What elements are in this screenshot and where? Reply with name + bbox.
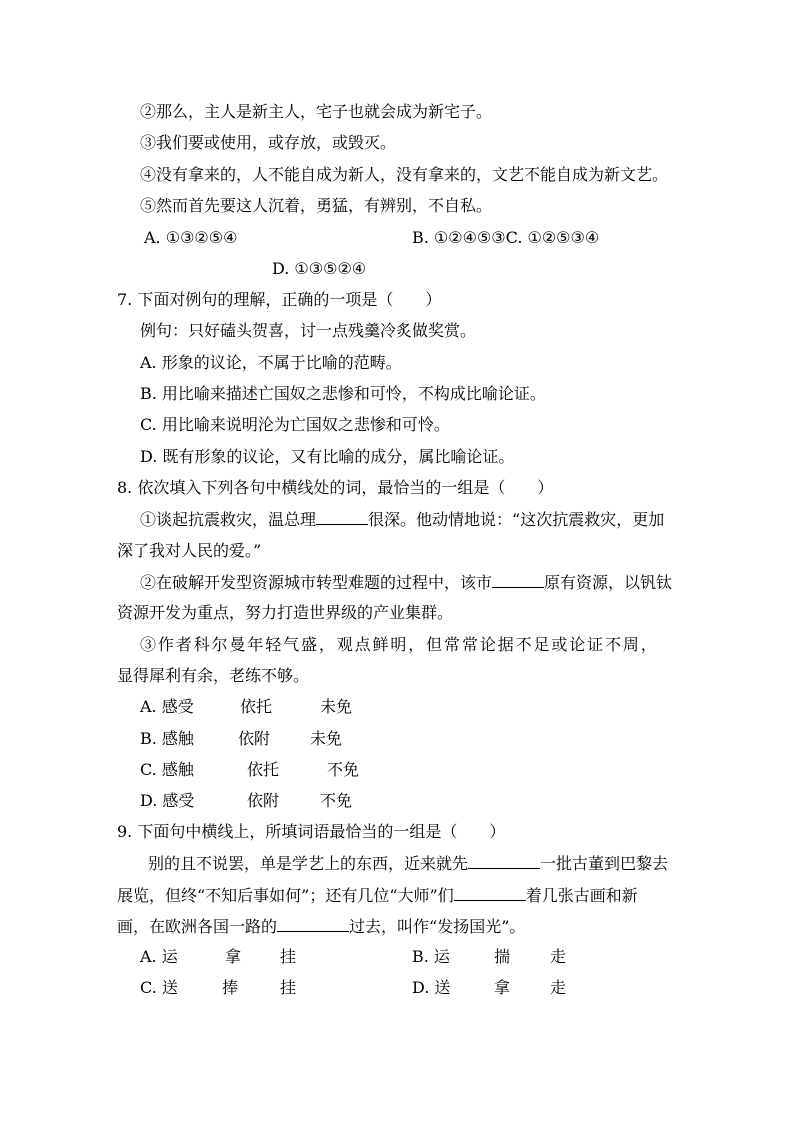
q8-opt-b-1: B. 感触 (140, 729, 194, 748)
q8-s2-part-c: 资源开发为重点，努力打造世界级的产业集群。 (117, 603, 454, 622)
q9-opt-b-1: B. 运 (412, 947, 450, 966)
q9-paragraph-line-3 (117, 916, 525, 937)
q9-p3-part-a: 画，在欧洲各国一路的 (117, 917, 278, 936)
q6-option-bc: B. ①②④⑤③C. ①②⑤③④ (412, 228, 600, 247)
q8-s2-part-a: ②在破解开发型资源城市转型难题的过程中，该市 (140, 573, 493, 592)
q9-opt-b-3: 走 (550, 947, 567, 966)
q6-sentence-5: ⑤然而首先要这人沉着，勇猛，有辨别，不自私。 (140, 196, 493, 215)
q8-opt-d-3: 不免 (320, 791, 353, 810)
q7-option-d: D. 既有形象的议论，又有比喻的成分，属比喻论证。 (140, 447, 515, 466)
q7-example: 例句：只好磕头贺喜，讨一点残羹冷炙做奖赏。 (140, 321, 477, 340)
q9-blank-3 (277, 916, 349, 932)
q6-option-a: A. ①③②⑤④ (144, 228, 238, 247)
q8-opt-d-2: 依附 (247, 791, 280, 810)
q9-opt-b-2: 揣 (494, 947, 511, 966)
q9-p1-part-b: 一批古董到巴黎去 (540, 854, 669, 873)
q8-s3-part-a: ③ 作 者 科 尔 曼 年 轻 气 盛 ， 观 点 鲜 明 ， 但 常 常 论 据 不 足 或 论 证 不 周 ， (140, 635, 656, 654)
q8-opt-c-1: C. 感触 (140, 760, 194, 779)
q8-s1-part-c: 深了我对人民的爱。” (117, 541, 262, 560)
q9-p1-part-a: 别的且不说罢，单是学艺上的东西，近来就先 (148, 854, 469, 873)
q9-p2-part-a: 展览，但终“不知后事如何”；还有几位“大师”们 (117, 886, 454, 905)
q8-stem: 8. 依次填入下列各句中横线处的词，最恰当的一组是（ ） (117, 478, 554, 497)
q8-s2-part-b: 原有资源，以钒钛 (544, 573, 673, 592)
q6-sentence-2: ②那么，主人是新主人，宅子也就会成为新宅子。 (140, 102, 493, 121)
q9-opt-c-1: C. 送 (140, 978, 178, 997)
q8-opt-c-3: 不免 (327, 760, 360, 779)
q9-opt-d-3: 走 (550, 978, 567, 997)
q8-sentence-2 (140, 572, 672, 593)
q8-sentence-1 (140, 509, 664, 530)
q8-opt-d-1: D. 感受 (140, 791, 195, 810)
q8-opt-a-2: 依托 (240, 697, 273, 716)
q7-stem: 7. 下面对例句的理解，正确的一项是（ ） (117, 290, 442, 309)
q8-opt-a-3: 未免 (320, 697, 353, 716)
q9-paragraph-line-2 (117, 885, 638, 906)
q9-opt-a-2: 拿 (225, 947, 242, 966)
q9-blank-2 (454, 885, 526, 901)
q8-blank-1 (316, 509, 368, 525)
q7-option-a: A. 形象的议论，不属于比喻的范畴。 (140, 353, 402, 372)
q6-sentence-3: ③我们要或使用，或存放，或毁灭。 (140, 133, 397, 152)
q9-opt-d-2: 拿 (494, 978, 511, 997)
q8-s1-part-a: ①谈起抗震救灾，温总理 (140, 510, 317, 529)
q7-option-c: C. 用比喻来说明沦为亡国奴之悲惨和可怜。 (140, 415, 450, 434)
q9-p3-part-b: 过去，叫作“发扬国光”。 (349, 917, 526, 936)
q8-s3-part-b: 显得犀利有余，老练不够。 (117, 666, 310, 685)
q8-opt-a-1: A. 感受 (140, 697, 194, 716)
q8-opt-b-2: 依附 (238, 729, 271, 748)
q9-opt-a-1: A. 运 (140, 947, 178, 966)
q9-blank-1 (468, 853, 540, 869)
q9-paragraph-line-1 (148, 853, 668, 874)
q8-s1-part-b: 很深。他动情地说：“这次抗震救灾，更加 (368, 510, 665, 529)
q6-sentence-4: ④没有拿来的，人不能自成为新人，没有拿来的，文艺不能自成为新文艺。 (140, 165, 669, 184)
q8-blank-2 (492, 572, 544, 588)
q6-option-d: D. ①③⑤②④ (272, 259, 367, 278)
q8-opt-c-2: 依托 (247, 760, 280, 779)
q9-p2-part-b: 着几张古画和新 (525, 886, 638, 905)
q9-opt-a-3: 挂 (280, 947, 297, 966)
q7-option-b: B. 用比喻来描述亡国奴之悲惨和可怜，不构成比喻论证。 (140, 384, 546, 403)
q9-opt-c-2: 捧 (222, 978, 239, 997)
q9-opt-c-3: 挂 (280, 978, 297, 997)
q9-opt-d-1: D. 送 (412, 978, 451, 997)
q9-stem: 9. 下面句中横线上，所填词语最恰当的一组是（ ） (117, 822, 506, 841)
q8-opt-b-3: 未免 (310, 729, 343, 748)
